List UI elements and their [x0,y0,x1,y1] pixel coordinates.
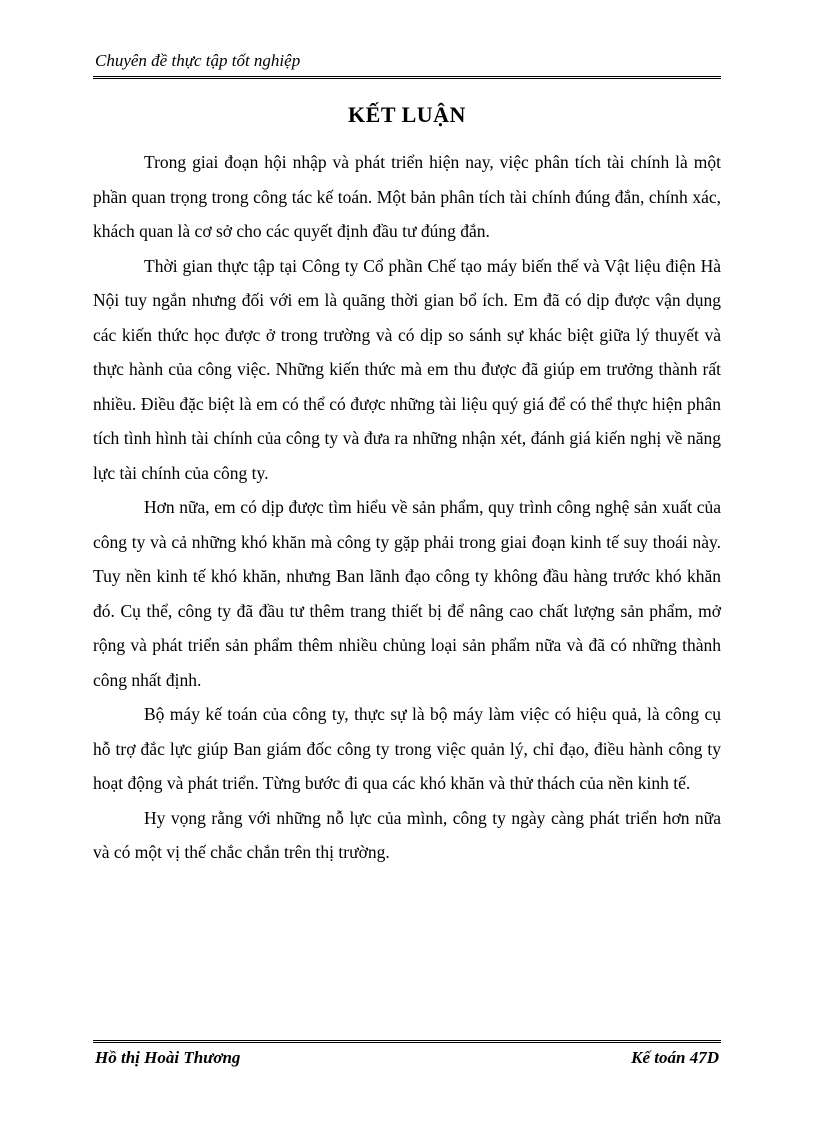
footer-class: Kế toán 47D [631,1048,719,1067]
paragraph-5: Hy vọng rằng với những nỗ lực của mình, công ty ngày càng phát triển hơn nữa và có một vị thế chắc chắn trên thị trường. [93,807,721,862]
paragraph-1: Trong giai đoạn hội nhập và phát triển hiện nay, việc phân tích tài chính là một phần quan trọng trong công tác kế toán. Một bản phân tích tài chính đúng đắn, chính xác, khách quan là cơ sở cho các quyết định đầu tư đúng đắn. [93,152,721,241]
paragraph-2: Thời gian thực tập tại Công ty Cổ phần Chế tạo máy biến thế và Vật liệu điện Hà Nội tuy ngắn nhưng đối với em là quãng thời gian bổ ích. Em đã có dịp được vận dụng các kiến thức học được ở trong trường và có dịp so sánh sự khác biệt giữa lý thuyết và thực hành của công việc. Những kiến thức mà em thu được đã giúp em trưởng thành rất nhiều. Điều đặc biệt là em có thể có được những tài liệu quý giá để có thể thực hiện phân tích tình hình tài chính của công ty và đưa ra những nhận xét, đánh giá kiến nghị về năng lực tài chính của công ty. [93,255,721,483]
document-body [93,145,721,870]
paragraph-4: Bộ máy kế toán của công ty, thực sự là bộ máy làm việc có hiệu quả, là công cụ hỗ trợ đắc lực giúp Ban giám đốc công ty trong việc quản lý, chỉ đạo, điều hành công ty hoạt động và phát triển. Từng bước đi qua các khó khăn và thử thách của nền kinh tế. [93,704,721,793]
paragraph-3: Hơn nữa, em có dịp được tìm hiểu về sản phẩm, quy trình công nghệ sản xuất của công ty và cả những khó khăn mà công ty gặp phải trong giai đoạn kinh tế suy thoái này. Tuy nền kinh tế khó khăn, nhưng Ban lãnh đạo công ty không đầu hàng trước khó khăn đó. Cụ thể, công ty đã đầu tư thêm trang thiết bị để nâng cao chất lượng sản phẩm, mở rộng và phát triển sản phẩm thêm nhiều chủng loại sản phẩm nữa và đã có những thành công nhất định. [93,497,721,690]
header-title: Chuyên đề thực tập tốt nghiệp [95,51,301,70]
page-footer [93,1040,721,1073]
page-header [93,50,721,79]
footer-author: Hồ thị Hoài Thương [95,1048,241,1067]
page-title: KẾT LUẬN [348,102,466,127]
